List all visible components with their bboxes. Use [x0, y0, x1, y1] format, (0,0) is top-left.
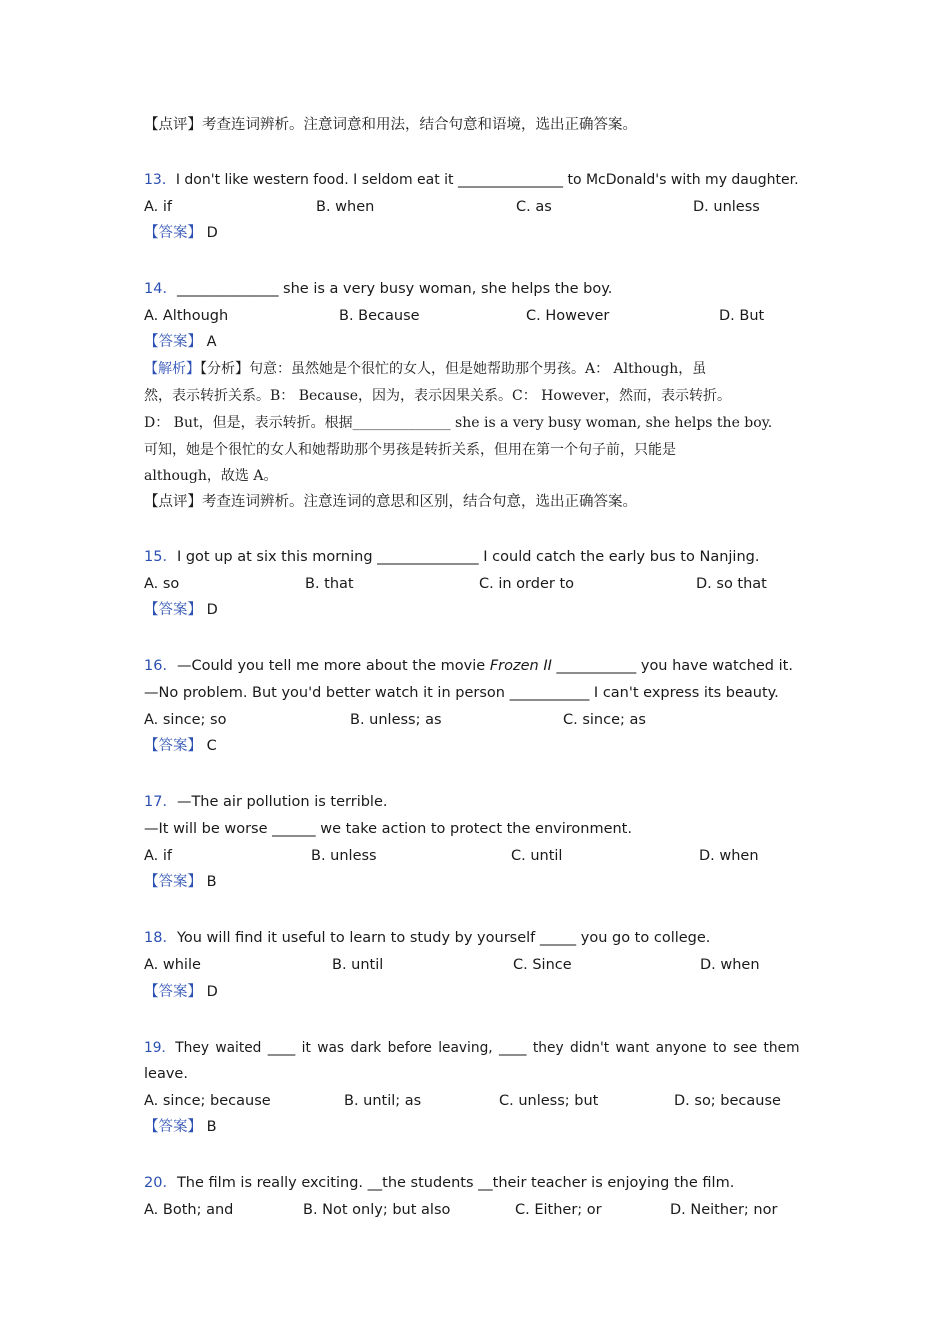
question-18 [144, 927, 806, 949]
analysis-line-2: 然，表示转折关系。B： Because，因为，表示因果关系。C： However，然而，表示转折。 [144, 388, 731, 404]
option-b: B. when [316, 199, 375, 215]
answer-label: 【答案】 [144, 334, 202, 350]
question-stem-end: you have watched it. [636, 658, 793, 674]
answer-line [144, 599, 806, 621]
question-stem-end: she is a very busy woman, she helps the boy. [278, 281, 613, 297]
answer-blank: ______ [272, 821, 316, 837]
option-a: A. Although [144, 308, 229, 324]
question-number: 16． [144, 658, 177, 674]
answer-blank: ______________ [377, 549, 479, 565]
question-14 [144, 278, 806, 300]
question-17 [144, 791, 806, 813]
question-15 [144, 546, 806, 568]
option-d: D. so that [696, 576, 767, 592]
answer-value: B [206, 874, 217, 890]
question-19 [144, 1037, 806, 1059]
options-row [144, 196, 806, 218]
answer-value: C [206, 738, 217, 754]
answer-label: 【答案】 [144, 874, 202, 890]
analysis-line-4: 可知，她是个很忙的女人和她帮助那个男孩是转折关系，但用在第一个句子前，只能是 [144, 442, 676, 458]
analysis-line-5: although，故选 A。 [144, 468, 278, 484]
option-c: C. Since [513, 957, 572, 973]
options-row [144, 573, 806, 595]
question-stem: The film is really exciting. [176, 1175, 368, 1191]
question-stem: You will find it useful to learn to study by yourself [176, 930, 540, 946]
options-row [144, 1090, 806, 1112]
option-a: A. since; because [144, 1093, 271, 1109]
option-a: A. Both; and [144, 1202, 234, 1218]
options-row [144, 1199, 806, 1221]
question-stem-end: I could catch the early bus to Nanjing. [478, 549, 760, 565]
answer-line [144, 871, 806, 893]
answer-label: 【答案】 [144, 225, 202, 241]
answer-value: A [206, 334, 217, 350]
option-d: D. when [700, 957, 760, 973]
option-b: B. that [305, 576, 354, 592]
options-row [144, 305, 806, 327]
question-stem: —It will be worse [144, 821, 273, 837]
answer-label: 【答案】 [144, 1119, 202, 1135]
option-c: C. since; as [563, 712, 646, 728]
option-c: C. as [516, 199, 552, 215]
option-b: B. until; as [344, 1093, 422, 1109]
answer-value: B [206, 1119, 217, 1135]
answer-label: 【答案】 [144, 602, 202, 618]
answer-value: D [206, 225, 218, 241]
answer-blank: __ [367, 1175, 383, 1191]
option-c: C. in order to [479, 576, 575, 592]
option-c: C. unless; but [499, 1093, 599, 1109]
option-a: A. if [144, 848, 173, 864]
question-stem: They waited ____ it was dark before leaving, ____ they didn't want anyone to see them [175, 1040, 800, 1056]
option-a: A. while [144, 957, 201, 973]
question-stem: I got up at six this morning [176, 549, 378, 565]
question-16 [144, 655, 806, 677]
answer-blank: ___________ [551, 658, 637, 674]
option-a: A. so [144, 576, 180, 592]
option-d: D. when [699, 848, 759, 864]
answer-line [144, 222, 806, 244]
option-b: B. Not only; but also [303, 1202, 451, 1218]
question-13 [144, 169, 806, 191]
question-number: 17． [144, 794, 177, 810]
question-stem-end: we take action to protect the environment. [315, 821, 632, 837]
answer-line [144, 331, 806, 353]
question-number: 14． [144, 281, 177, 297]
movie-title: Frozen II [489, 658, 552, 674]
question-stem-end: their teacher is enjoying the film. [492, 1175, 735, 1191]
option-b: B. unless [311, 848, 377, 864]
options-row [144, 709, 806, 731]
question-19-line-2: leave. [144, 1066, 188, 1082]
option-d: D. unless [693, 199, 760, 215]
question-stem-end: you go to college. [576, 930, 711, 946]
option-a: A. if [144, 199, 173, 215]
comment-text: 【点评】考查连词辨析。注意连词的意思和区别，结合句意，选出正确答案。 [144, 494, 637, 510]
answer-blank: _______________ [458, 172, 563, 188]
options-row [144, 845, 806, 867]
answer-line [144, 735, 806, 757]
answer-label: 【答案】 [144, 738, 202, 754]
answer-value: D [206, 602, 218, 618]
question-number: 13． [144, 172, 176, 188]
option-d: D. But [719, 308, 765, 324]
analysis-label: 【解析】 [144, 361, 200, 377]
answer-value: D [206, 984, 218, 1000]
option-c: C. until [511, 848, 563, 864]
answer-label: 【答案】 [144, 984, 202, 1000]
option-d: D. Neither; nor [670, 1202, 778, 1218]
question-20 [144, 1172, 806, 1194]
question-16-line-2 [144, 682, 806, 704]
comment-text: 【点评】考查连词辨析。注意词意和用法，结合句意和语境，选出正确答案。 [144, 117, 637, 133]
answer-blank: __ [478, 1175, 493, 1191]
option-a: A. since; so [144, 712, 227, 728]
question-number: 19． [144, 1040, 176, 1056]
option-c: C. However [526, 308, 610, 324]
question-stem: —The air pollution is terrible. [176, 794, 388, 810]
question-stem-end: I can't express its beauty. [589, 685, 779, 701]
analysis-line-1 [144, 358, 806, 380]
option-d: D. so; because [674, 1093, 781, 1109]
answer-blank: ______________ [176, 281, 279, 297]
answer-blank: _____ [539, 930, 577, 946]
question-stem: —Could you tell me more about the movie [176, 658, 490, 674]
answer-line [144, 981, 806, 1003]
analysis-line-3: D： But，但是，表示转折。根据______________ she is a very busy woman, she helps the boy. [144, 415, 773, 431]
question-number: 20． [144, 1175, 177, 1191]
question-number: 15． [144, 549, 177, 565]
answer-line [144, 1116, 806, 1138]
question-stem-end: to McDonald's with my daughter. [563, 172, 799, 188]
option-c: C. Either; or [515, 1202, 602, 1218]
question-stem: I don't like western food. I seldom eat it [175, 172, 458, 188]
question-stem-middle: the students [382, 1175, 479, 1191]
option-b: B. until [332, 957, 384, 973]
question-stem: —No problem. But you'd better watch it in person [144, 685, 510, 701]
analysis-text: 【分析】句意：虽然她是个很忙的女人，但是她帮助那个男孩。A： Although，虽 [200, 361, 707, 377]
option-b: B. unless; as [350, 712, 442, 728]
answer-blank: ___________ [509, 685, 590, 701]
question-17-line-2 [144, 818, 806, 840]
question-number: 18． [144, 930, 177, 946]
option-b: B. Because [339, 308, 420, 324]
options-row [144, 954, 806, 976]
